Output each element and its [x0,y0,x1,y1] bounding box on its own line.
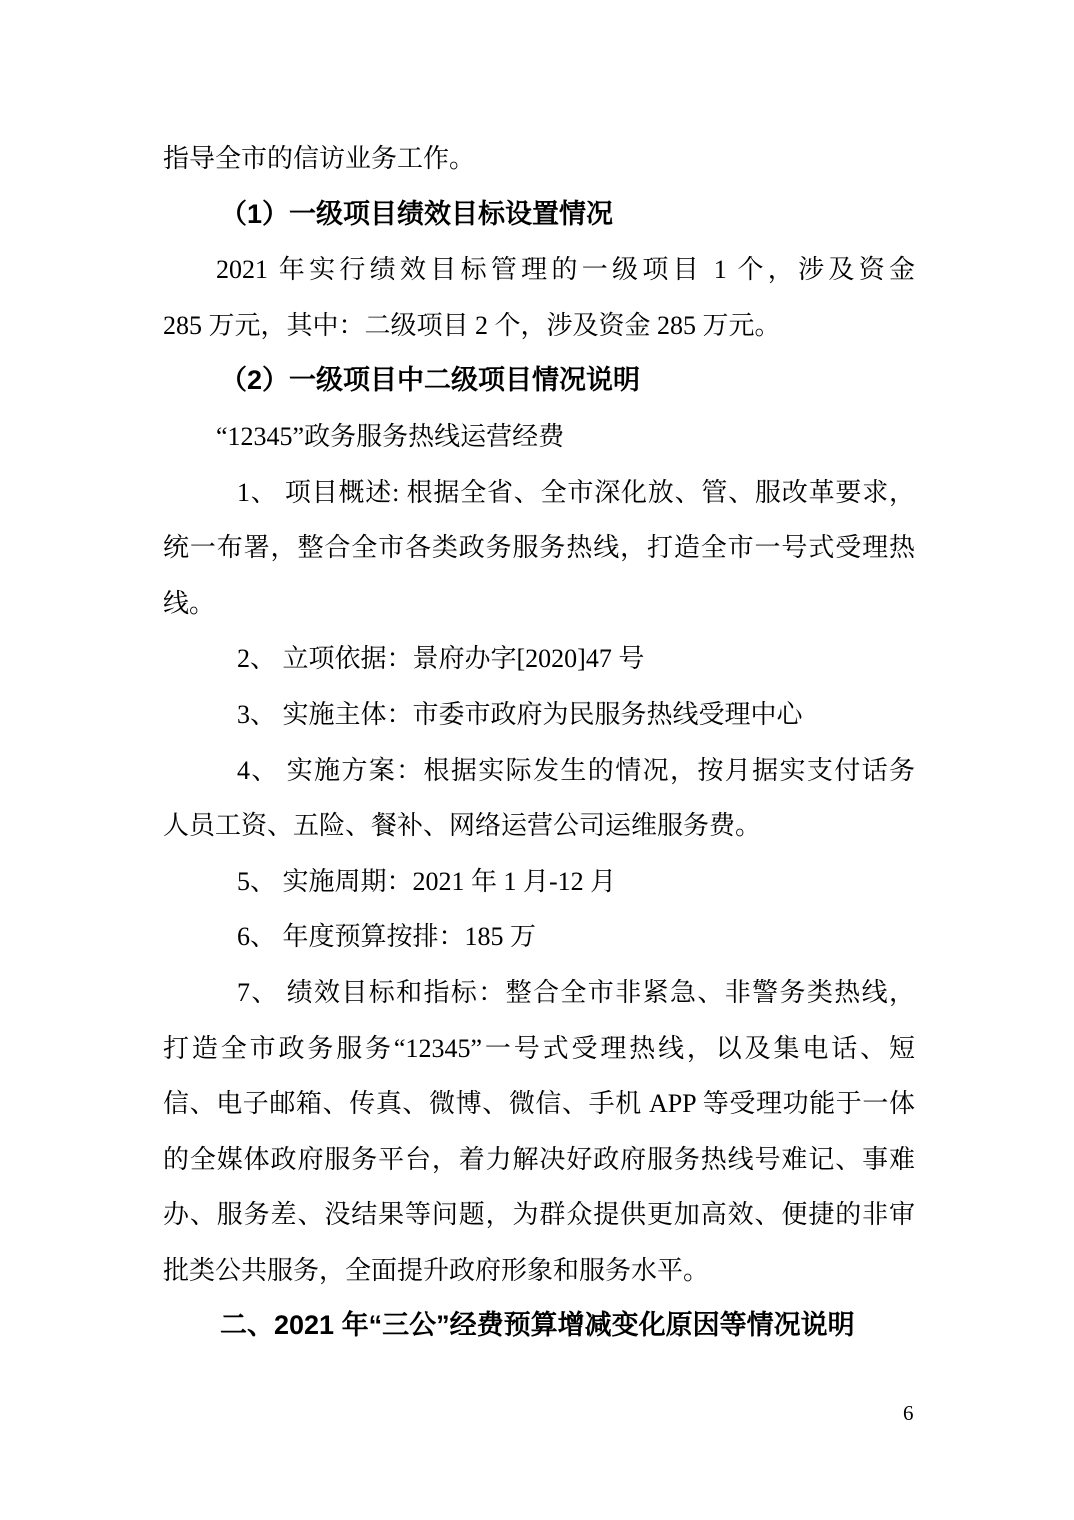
body-text-line: 的全媒体政府服务平台，着力解决好政府服务热线号难记、事难 [163,1144,915,1174]
list-item-5: 5、 实施周期：2021 年 1 月-12 月 [237,866,617,896]
body-text-line: 办、服务差、没结果等问题，为群众提供更加高效、便捷的非审 [163,1200,915,1230]
document-body [163,131,915,1354]
project-title-line: “12345”政务服务热线运营经费 [216,421,565,451]
body-text-line: 统一布署，整合全市各类政务服务热线，打造全市一号式受理热 [163,533,915,563]
body-text-line: 批类公共服务，全面提升政府形象和服务水平。 [163,1255,710,1285]
list-item-3: 3、 实施主体：市委市政府为民服务热线受理中心 [237,699,803,729]
list-item-7: 7、 绩效目标和指标：整合全市非紧急、非警务类热线， [237,977,915,1007]
body-text-line: 信、电子邮箱、传真、微博、微信、手机 APP 等受理功能于一体 [163,1089,915,1119]
subsection-heading-1: （1）一级项目绩效目标设置情况 [220,198,614,229]
body-text-line: 指导全市的信访业务工作。 [163,144,476,173]
subsection-heading-2: （2）一级项目中二级项目情况说明 [220,365,641,396]
body-text-line: 285 万元，其中：二级项目 2 个，涉及资金 285 万元。 [163,310,781,340]
body-text-line: 人员工资、五险、餐补、网络运营公司运维服务费。 [163,811,762,841]
section-heading: 二、2021 年“三公”经费预算增减变化原因等情况说明 [220,1310,855,1341]
page-number: 6 [903,1401,914,1425]
list-item-6: 6、 年度预算按排：185 万 [237,922,537,952]
list-item-1: 1、 项目概述: 根据全省、全市深化放、管、服改革要求， [237,477,915,507]
list-item-2: 2、 立项依据：景府办字[2020]47 号 [237,644,645,674]
body-text-line: 线。 [163,588,216,618]
body-text-line: 2021 年实行绩效目标管理的一级项目 1 个，涉及资金 [216,255,915,285]
list-item-4: 4、 实施方案：根据实际发生的情况，按月据实支付话务 [237,755,915,785]
body-text-line: 打造全市政务服务“12345”一号式受理热线，以及集电话、短 [163,1033,915,1063]
